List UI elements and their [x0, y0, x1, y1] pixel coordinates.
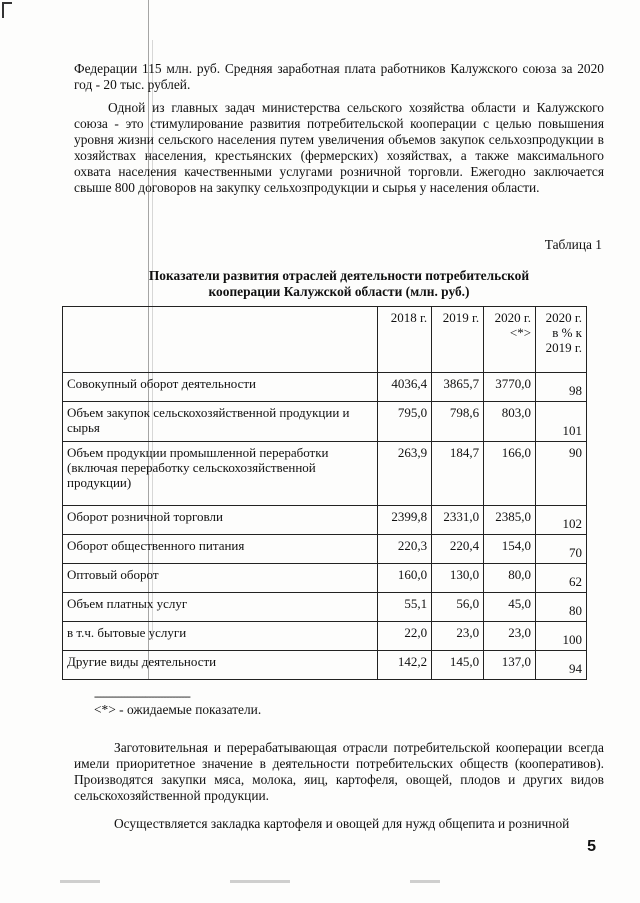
- value-2019: 23,0: [432, 622, 484, 651]
- table-row: [63, 442, 587, 506]
- percent-change: 90: [536, 442, 587, 506]
- value-2020: 154,0: [484, 535, 536, 564]
- percent-change: 80: [536, 593, 587, 622]
- table-title-line: Показатели развития отраслей деятельности потребительской: [148, 268, 530, 283]
- page-number: 5: [587, 838, 596, 855]
- value-2019: 220,4: [432, 535, 484, 564]
- table-row: [63, 506, 587, 535]
- value-2018: 220,3: [378, 535, 432, 564]
- percent-change: 101: [536, 402, 587, 442]
- scan-noise: [60, 880, 100, 883]
- indicator-name: Оборот общественного питания: [63, 535, 378, 564]
- table-header-cell: 2020 г. <*>: [484, 307, 536, 373]
- table-row: [63, 564, 587, 593]
- value-2018: 55,1: [378, 593, 432, 622]
- value-2019: 798,6: [432, 402, 484, 442]
- table-caption: Таблица 1: [544, 237, 602, 252]
- indicator-name: Оптовый оборот: [63, 564, 378, 593]
- table-row: [63, 622, 587, 651]
- indicator-name: Оборот розничной торговли: [63, 506, 378, 535]
- indicator-name: Другие виды деятельности: [63, 651, 378, 680]
- table-row: [63, 651, 587, 680]
- value-2019: 184,7: [432, 442, 484, 506]
- paragraph-intro: Федерации 115 млн. руб. Средняя заработная плата работников Калужского союза за 2020 год - 20 тыс. рублей.: [74, 61, 604, 92]
- value-2019: 56,0: [432, 593, 484, 622]
- indicator-name: Объем закупок сельскохозяйственной продукции и сырья: [63, 402, 378, 442]
- value-2018: 263,9: [378, 442, 432, 506]
- value-2018: 2399,8: [378, 506, 432, 535]
- paragraph-ministry-goals: Одной из главных задач министерства сельского хозяйства области и Калужского союза - это стимулирование развития потребительской кооперации с целью повышения уровня жизни сельского населения путем увеличения объемов закупок сельхозпродукции в хозяйствах населения, крестьянских (фермерских) хозяйствах, а также максимального охвата населения качественными услугами розничной торговли. Ежегодно заключается свыше 800 договоров на закупку сельхозпродукции и сырья у населения области.: [74, 100, 604, 195]
- table-row: [63, 593, 587, 622]
- scan-noise: [410, 880, 440, 883]
- percent-change: 102: [536, 506, 587, 535]
- value-2020: 23,0: [484, 622, 536, 651]
- value-2019: 3865,7: [432, 373, 484, 402]
- indicator-name: Совокупный оборот деятельности: [63, 373, 378, 402]
- value-2020: 45,0: [484, 593, 536, 622]
- table-row: [63, 402, 587, 442]
- table-title: [74, 268, 604, 300]
- value-2018: 795,0: [378, 402, 432, 442]
- table-header-cell: 2019 г.: [432, 307, 484, 373]
- percent-change: 98: [536, 373, 587, 402]
- paragraph-procurement: Заготовительная и перерабатывающая отрасли потребительской кооперации всегда имели приоритетное значение в деятельности потребительских обществ (кооперативов). Производятся закупки мяса, молока, яиц, картофеля, овощей, плодов и других видов сельскохозяйственной продукции.: [74, 740, 604, 803]
- value-2020: 803,0: [484, 402, 536, 442]
- indicator-name: Объем платных услуг: [63, 593, 378, 622]
- table-header-cell: [63, 307, 378, 373]
- value-2020: 137,0: [484, 651, 536, 680]
- indicators-table: [62, 306, 587, 680]
- table-row: [63, 373, 587, 402]
- indicator-name: Объем продукции промышленной переработки (включая переработку сельскохозяйственной продукции): [63, 442, 378, 506]
- value-2020: 80,0: [484, 564, 536, 593]
- value-2018: 4036,4: [378, 373, 432, 402]
- percent-change: 100: [536, 622, 587, 651]
- value-2019: 2331,0: [432, 506, 484, 535]
- value-2020: 166,0: [484, 442, 536, 506]
- indicator-name: в т.ч. бытовые услуги: [63, 622, 378, 651]
- value-2020: 3770,0: [484, 373, 536, 402]
- paragraph-storage: Осуществляется закладка картофеля и овощей для нужд общепита и розничной: [114, 816, 570, 831]
- percent-change: 70: [536, 535, 587, 564]
- table-header-row: [63, 307, 587, 373]
- percent-change: 62: [536, 564, 587, 593]
- scan-noise: [230, 880, 290, 883]
- value-2019: 130,0: [432, 564, 484, 593]
- footnote-separator: --------------------------------: [94, 689, 190, 703]
- footnote-text: <*> - ожидаемые показатели.: [94, 702, 262, 717]
- value-2018: 142,2: [378, 651, 432, 680]
- table-header-cell: 2020 г. в % к 2019 г.: [536, 307, 587, 373]
- value-2020: 2385,0: [484, 506, 536, 535]
- percent-change: 94: [536, 651, 587, 680]
- table-header-cell: 2018 г.: [378, 307, 432, 373]
- value-2019: 145,0: [432, 651, 484, 680]
- table-title-line: кооперации Калужской области (млн. руб.): [208, 284, 470, 299]
- value-2018: 160,0: [378, 564, 432, 593]
- table-row: [63, 535, 587, 564]
- scan-corner-mark: [2, 2, 12, 18]
- value-2018: 22,0: [378, 622, 432, 651]
